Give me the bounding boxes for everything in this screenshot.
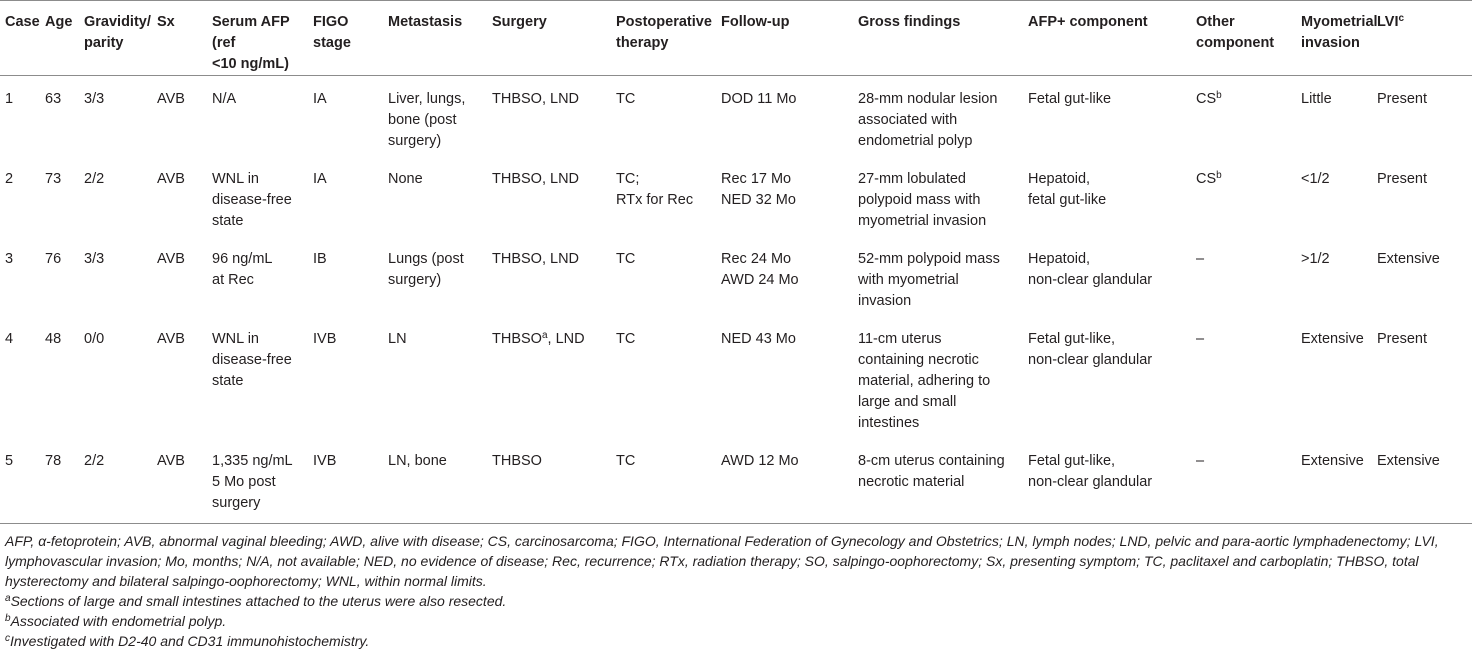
surgery-value: THBSO xyxy=(492,331,542,347)
table-row xyxy=(0,156,1472,236)
table-row xyxy=(0,76,1472,157)
gross-findings-line: large and small xyxy=(858,394,957,410)
gross-findings-line: necrotic material xyxy=(858,474,965,490)
cell-gross-findings xyxy=(858,156,1028,236)
footnote-a xyxy=(5,591,1466,611)
serum-afp-line: disease-free xyxy=(212,352,292,368)
header-text: Surgery xyxy=(492,14,547,30)
header-other-component xyxy=(1196,1,1301,76)
header-text: Age xyxy=(45,14,73,30)
cell-afp-component xyxy=(1028,236,1196,316)
cell-case xyxy=(0,236,45,316)
footnote-text: Associated with endometrial polyp. xyxy=(10,613,227,629)
serum-afp-line: state xyxy=(212,213,244,229)
afp-component-line: fetal gut-like xyxy=(1028,192,1107,208)
cell-lvi xyxy=(1377,76,1472,157)
footnote-mark: a xyxy=(5,593,11,604)
cell-age xyxy=(45,316,84,438)
cell-afp-component xyxy=(1028,438,1196,524)
footnote-mark: b xyxy=(5,613,11,624)
cell-afp-component xyxy=(1028,316,1196,438)
header-text: parity xyxy=(84,35,124,51)
serum-afp-line: 1,335 ng/mL xyxy=(212,453,293,469)
lvi-value: Present xyxy=(1377,91,1427,107)
cell-surgery xyxy=(492,316,616,438)
cell-follow-up xyxy=(721,156,858,236)
cell-sx xyxy=(157,316,212,438)
metastasis-line: LN xyxy=(388,331,407,347)
cell-lvi xyxy=(1377,156,1472,236)
header-text: Follow-up xyxy=(721,14,790,30)
serum-afp-line: 96 ng/mL xyxy=(212,251,273,267)
figo-value: IB xyxy=(313,251,327,267)
myometrial-invasion-value: Extensive xyxy=(1301,331,1364,347)
header-text: Postoperative xyxy=(616,14,712,30)
header-text: <10 ng/mL) xyxy=(212,56,289,72)
table-row xyxy=(0,316,1472,438)
footnote-marker: c xyxy=(1398,13,1405,24)
header-text: LVI xyxy=(1377,14,1399,30)
follow-up-line: AWD 12 Mo xyxy=(721,453,799,469)
serum-afp-line: N/A xyxy=(212,91,237,107)
header-text: AFP+ component xyxy=(1028,14,1148,30)
cell-myometrial-invasion xyxy=(1301,236,1377,316)
cell-figo xyxy=(313,438,388,524)
cell-lvi xyxy=(1377,316,1472,438)
header-gross-findings xyxy=(858,1,1028,76)
serum-afp-line: WNL in xyxy=(212,331,259,347)
cell-serum-afp xyxy=(212,236,313,316)
header-text: component xyxy=(1196,35,1275,51)
cell-metastasis xyxy=(388,76,492,157)
age-value: 73 xyxy=(45,171,62,187)
figo-value: IA xyxy=(313,171,327,187)
myometrial-invasion-value: Little xyxy=(1301,91,1332,107)
gross-findings-line: polypoid mass with xyxy=(858,192,981,208)
cell-gross-findings xyxy=(858,76,1028,157)
case-number: 2 xyxy=(5,171,14,187)
other-component-value: – xyxy=(1196,331,1205,347)
cell-follow-up xyxy=(721,76,858,157)
gross-findings-line: material, adhering to xyxy=(858,373,991,389)
lvi-value: Present xyxy=(1377,331,1427,347)
cell-surgery xyxy=(492,236,616,316)
therapy-line: RTx for Rec xyxy=(616,192,694,208)
gross-findings-line: containing necrotic xyxy=(858,352,979,368)
cell-follow-up xyxy=(721,438,858,524)
gross-findings-line: myometrial invasion xyxy=(858,213,987,229)
header-metastasis xyxy=(388,1,492,76)
gross-findings-line: intestines xyxy=(858,415,920,431)
sx-value: AVB xyxy=(157,171,185,187)
cell-figo xyxy=(313,236,388,316)
footnote-text: Investigated with D2-40 and CD31 immunohistochemistry. xyxy=(10,633,370,649)
cell-myometrial-invasion xyxy=(1301,438,1377,524)
metastasis-line: None xyxy=(388,171,423,187)
figo-value: IVB xyxy=(313,331,337,347)
metastasis-line: LN, bone xyxy=(388,453,447,469)
header-postoperative-therapy xyxy=(616,1,721,76)
header-myometrial-invasion xyxy=(1301,1,1377,76)
cell-metastasis xyxy=(388,316,492,438)
cell-lvi xyxy=(1377,236,1472,316)
cell-sx xyxy=(157,156,212,236)
cell-other-component xyxy=(1196,236,1301,316)
gross-findings-line: 11-cm uterus xyxy=(858,331,942,347)
surgery-value: THBSO xyxy=(492,453,542,469)
cell-other-component xyxy=(1196,76,1301,157)
cell-case xyxy=(0,156,45,236)
cell-other-component xyxy=(1196,316,1301,438)
cell-follow-up xyxy=(721,236,858,316)
header-surgery xyxy=(492,1,616,76)
cell-afp-component xyxy=(1028,76,1196,157)
figo-value: IVB xyxy=(313,453,337,469)
cell-gross-findings xyxy=(858,316,1028,438)
cell-sx xyxy=(157,438,212,524)
cell-serum-afp xyxy=(212,316,313,438)
serum-afp-line: WNL in xyxy=(212,171,259,187)
cell-afp-component xyxy=(1028,156,1196,236)
cell-metastasis xyxy=(388,156,492,236)
footnote-text: Sections of large and small intestines attached to the uterus were also resected. xyxy=(10,593,507,609)
follow-up-line: DOD 11 Mo xyxy=(721,91,797,107)
cell-gross-findings xyxy=(858,236,1028,316)
cell-serum-afp xyxy=(212,156,313,236)
abbreviation-line: AFP, α-fetoprotein; AVB, abnormal vaginal bleeding; AWD, alive with disease; CS, carcinosarcoma; FIGO, International Federation of Gynecology and Obstetrics; LN, lymph nodes; LND, pelvic and para-aortic lymphadenectomy; LVI, xyxy=(5,533,1439,549)
cell-sx xyxy=(157,236,212,316)
surgery-value: THBSO, LND xyxy=(492,251,580,267)
other-component-value: CS xyxy=(1196,91,1217,107)
cell-surgery xyxy=(492,76,616,157)
header-text: invasion xyxy=(1301,35,1360,51)
follow-up-line: Rec 24 Mo xyxy=(721,251,792,267)
header-text: Sx xyxy=(157,14,175,30)
sx-value: AVB xyxy=(157,453,185,469)
afp-component-line: Fetal gut-like xyxy=(1028,91,1112,107)
therapy-line: TC xyxy=(616,91,636,107)
cell-gravidity-parity xyxy=(84,76,157,157)
gross-findings-line: invasion xyxy=(858,293,912,309)
header-gravidity-parity xyxy=(84,1,157,76)
header-text: Other xyxy=(1196,14,1235,30)
follow-up-line: NED 32 Mo xyxy=(721,192,796,208)
header-serum-afp xyxy=(212,1,313,76)
cell-case xyxy=(0,438,45,524)
afp-component-line: non-clear glandular xyxy=(1028,272,1153,288)
other-component-value: – xyxy=(1196,251,1205,267)
cell-gravidity-parity xyxy=(84,438,157,524)
cell-therapy xyxy=(616,156,721,236)
age-value: 63 xyxy=(45,91,62,107)
abbreviation-line: hysterectomy and bilateral salpingo-oophorectomy; WNL, within normal limits. xyxy=(5,573,487,589)
cell-therapy xyxy=(616,236,721,316)
other-component-value: – xyxy=(1196,453,1205,469)
myometrial-invasion-value: Extensive xyxy=(1301,453,1364,469)
header-afp-component xyxy=(1028,1,1196,76)
header-text: Gravidity/ xyxy=(84,14,151,30)
afp-component-line: non-clear glandular xyxy=(1028,474,1153,490)
header-text: Metastasis xyxy=(388,14,463,30)
gross-findings-line: 52-mm polypoid mass xyxy=(858,251,1000,267)
cell-therapy xyxy=(616,316,721,438)
cell-gravidity-parity xyxy=(84,236,157,316)
cell-age xyxy=(45,438,84,524)
gravidity-parity-value: 3/3 xyxy=(84,251,105,267)
cell-myometrial-invasion xyxy=(1301,156,1377,236)
cell-case xyxy=(0,316,45,438)
footnote-c xyxy=(5,631,1466,651)
cell-metastasis xyxy=(388,236,492,316)
lvi-value: Extensive xyxy=(1377,453,1440,469)
gross-findings-line: 27-mm lobulated xyxy=(858,171,966,187)
header-sx xyxy=(157,1,212,76)
lvi-value: Extensive xyxy=(1377,251,1440,267)
gravidity-parity-value: 2/2 xyxy=(84,171,105,187)
metastasis-line: bone (post xyxy=(388,112,457,128)
afp-component-line: Fetal gut-like, xyxy=(1028,331,1116,347)
cell-other-component xyxy=(1196,438,1301,524)
follow-up-line: AWD 24 Mo xyxy=(721,272,799,288)
header-lvi xyxy=(1377,1,1472,76)
header-text: FIGO xyxy=(313,14,349,30)
cell-age xyxy=(45,76,84,157)
cell-therapy xyxy=(616,76,721,157)
abbreviation-line: lymphovascular invasion; Mo, months; N/A, not available; NED, no evidence of disease; Rec, recurrence; RTx, radiation therapy; SO, salpingo-oophorectomy; Sx, presenting symptom; TC, paclitaxel and carboplatin; THBSO, total xyxy=(5,553,1419,569)
age-value: 48 xyxy=(45,331,62,347)
serum-afp-line: surgery xyxy=(212,495,261,511)
cell-age xyxy=(45,156,84,236)
sx-value: AVB xyxy=(157,91,185,107)
cell-surgery xyxy=(492,156,616,236)
header-follow-up xyxy=(721,1,858,76)
header-row xyxy=(0,1,1472,76)
gravidity-parity-value: 3/3 xyxy=(84,91,105,107)
case-number: 1 xyxy=(5,91,14,107)
lvi-value: Present xyxy=(1377,171,1427,187)
cell-serum-afp xyxy=(212,76,313,157)
therapy-line: TC xyxy=(616,453,636,469)
sx-value: AVB xyxy=(157,251,185,267)
cell-gravidity-parity xyxy=(84,316,157,438)
header-text: therapy xyxy=(616,35,669,51)
gross-findings-line: 8-cm uterus containing xyxy=(858,453,1005,469)
cell-gross-findings xyxy=(858,438,1028,524)
case-number: 5 xyxy=(5,453,14,469)
header-text: Myometrial xyxy=(1301,14,1378,30)
myometrial-invasion-value: >1/2 xyxy=(1301,251,1330,267)
afp-component-line: non-clear glandular xyxy=(1028,352,1153,368)
cell-serum-afp xyxy=(212,438,313,524)
header-text: (ref xyxy=(212,35,236,51)
surgery-value-rest: , LND xyxy=(547,331,585,347)
therapy-line: TC xyxy=(616,251,636,267)
footnote-mark: c xyxy=(5,633,10,644)
cell-figo xyxy=(313,76,388,157)
age-value: 78 xyxy=(45,453,62,469)
other-component-value: CS xyxy=(1196,171,1217,187)
footnote-marker: a xyxy=(541,330,548,341)
cell-lvi xyxy=(1377,438,1472,524)
cell-sx xyxy=(157,76,212,157)
therapy-line: TC; xyxy=(616,171,640,187)
follow-up-line: Rec 17 Mo xyxy=(721,171,792,187)
cell-other-component xyxy=(1196,156,1301,236)
metastasis-line: Liver, lungs, xyxy=(388,91,466,107)
cell-case xyxy=(0,76,45,157)
gross-findings-line: endometrial polyp xyxy=(858,133,973,149)
gross-findings-line: 28-mm nodular lesion xyxy=(858,91,998,107)
cell-figo xyxy=(313,156,388,236)
table-body xyxy=(0,76,1472,524)
afp-component-line: Fetal gut-like, xyxy=(1028,453,1116,469)
header-text: stage xyxy=(313,35,351,51)
gravidity-parity-value: 0/0 xyxy=(84,331,105,347)
afp-component-line: Hepatoid, xyxy=(1028,171,1091,187)
cell-gravidity-parity xyxy=(84,156,157,236)
cell-myometrial-invasion xyxy=(1301,316,1377,438)
table-row xyxy=(0,438,1472,524)
header-text: Case xyxy=(5,14,40,30)
gross-findings-line: with myometrial xyxy=(858,272,959,288)
afp-component-line: Hepatoid, xyxy=(1028,251,1091,267)
metastasis-line: surgery) xyxy=(388,133,442,149)
surgery-value: THBSO, LND xyxy=(492,171,580,187)
header-text: Serum AFP xyxy=(212,14,290,30)
cell-age xyxy=(45,236,84,316)
cell-surgery xyxy=(492,438,616,524)
case-number: 4 xyxy=(5,331,14,347)
age-value: 76 xyxy=(45,251,62,267)
serum-afp-line: at Rec xyxy=(212,272,254,288)
case-number: 3 xyxy=(5,251,14,267)
myometrial-invasion-value: <1/2 xyxy=(1301,171,1330,187)
serum-afp-line: 5 Mo post xyxy=(212,474,276,490)
header-age xyxy=(45,1,84,76)
serum-afp-line: disease-free xyxy=(212,192,292,208)
metastasis-line: Lungs (post xyxy=(388,251,464,267)
footnote-marker: b xyxy=(1216,90,1222,101)
header-case xyxy=(0,1,45,76)
header-figo-stage xyxy=(313,1,388,76)
figo-value: IA xyxy=(313,91,327,107)
gross-findings-line: associated with xyxy=(858,112,958,128)
cell-metastasis xyxy=(388,438,492,524)
follow-up-line: NED 43 Mo xyxy=(721,331,796,347)
therapy-line: TC xyxy=(616,331,636,347)
serum-afp-line: state xyxy=(212,373,244,389)
cell-myometrial-invasion xyxy=(1301,76,1377,157)
cell-therapy xyxy=(616,438,721,524)
cell-follow-up xyxy=(721,316,858,438)
table-notes xyxy=(0,524,1472,651)
table-row xyxy=(0,236,1472,316)
surgery-value: THBSO, LND xyxy=(492,91,580,107)
header-text: Gross findings xyxy=(858,14,961,30)
sx-value: AVB xyxy=(157,331,185,347)
abbreviations-note xyxy=(5,531,1466,591)
gravidity-parity-value: 2/2 xyxy=(84,453,105,469)
metastasis-line: surgery) xyxy=(388,272,442,288)
footnote-marker: b xyxy=(1216,170,1222,181)
cell-figo xyxy=(313,316,388,438)
footnote-b xyxy=(5,611,1466,631)
